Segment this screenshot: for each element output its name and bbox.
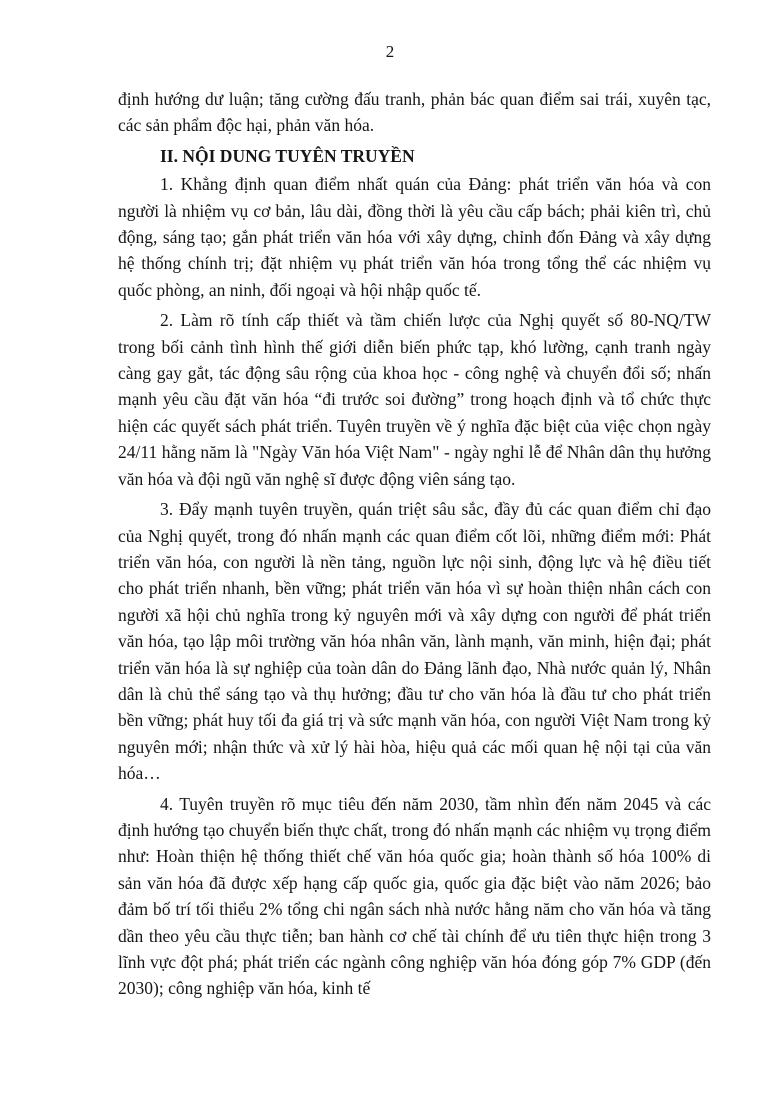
paragraph-3: 3. Đẩy mạnh tuyên truyền, quán triệt sâu sắc, đầy đủ các quan điểm chỉ đạo của Nghị quyết, trong đó nhấn mạnh các quan điểm cốt lõi, những điểm mới: Phát triển văn hóa, con người là nền tảng, nguồn lực nội sinh, động lực và hệ điều tiết cho phát triển nhanh, bền vững; phát triển văn hóa vì sự hoàn thiện nhân cách con người xã hội chủ nghĩa trong kỷ nguyên mới và xây dựng con người để phát triển văn hóa, tạo lập môi trường văn hóa nhân văn, lành mạnh, văn minh, hiện đại; phát triển văn hóa là sự nghiệp của toàn dân do Đảng lãnh đạo, Nhà nước quản lý, Nhân dân là chủ thể sáng tạo và thụ hưởng; đầu tư cho văn hóa là đầu tư cho phát triển bền vững; phát huy tối đa giá trị và sức mạnh văn hóa, con người Việt Nam trong kỷ nguyên mới; nhận thức và xử lý hài hòa, hiệu quả các mối quan hệ nội tại của văn hóa… [118, 499, 711, 784]
intro-continuation-paragraph: định hướng dư luận; tăng cường đấu tranh, phản bác quan điểm sai trái, xuyên tạc, các sản phẩm độc hại, phản văn hóa. [118, 89, 711, 136]
section-heading: II. NỘI DUNG TUYÊN TRUYỀN [160, 145, 415, 166]
paragraph-2: 2. Làm rõ tính cấp thiết và tầm chiến lược của Nghị quyết số 80-NQ/TW trong bối cảnh tình hình thế giới diễn biến phức tạp, khó lường, cạnh tranh ngày càng gay gắt, tác động sâu rộng của khoa học - công nghệ và chuyển đổi số; nhấn mạnh yêu cầu đặt văn hóa “đi trước soi đường” trong hoạch định và tổ chức thực hiện các quyết sách phát triển. Tuyên truyền về ý nghĩa đặc biệt của việc chọn ngày 24/11 hằng năm là "Ngày Văn hóa Việt Nam" - ngày nghỉ lễ để Nhân dân thụ hưởng văn hóa và đội ngũ văn nghệ sĩ được động viên sáng tạo. [118, 310, 711, 489]
paragraph-1: 1. Khẳng định quan điểm nhất quán của Đảng: phát triển văn hóa và con người là nhiệm vụ cơ bản, lâu dài, đồng thời là yêu cầu cấp bách; phải kiên trì, chủ động, sáng tạo; gắn phát triển văn hóa với xây dựng, chỉnh đốn Đảng và xây dựng hệ thống chính trị; đặt nhiệm vụ phát triển văn hóa trong tổng thể các nhiệm vụ quốc phòng, an ninh, đối ngoại và hội nhập quốc tế. [118, 174, 711, 300]
page-number: 2 [385, 42, 395, 61]
paragraph-4: 4. Tuyên truyền rõ mục tiêu đến năm 2030, tầm nhìn đến năm 2045 và các định hướng tạo chuyển biến thực chất, trong đó nhấn mạnh các nhiệm vụ trọng điểm như: Hoàn thiện hệ thống thiết chế văn hóa quốc gia; hoàn thành số hóa 100% di sản văn hóa đã được xếp hạng cấp quốc gia, quốc gia đặc biệt vào năm 2026; bảo đảm bố trí tối thiểu 2% tổng chi ngân sách nhà nước hằng năm cho văn hóa và tăng dần theo yêu cầu thực tiễn; ban hành cơ chế tài chính để ưu tiên thực hiện trong 3 lĩnh vực đột phá; phát triển các ngành công nghiệp văn hóa đóng góp 7% GDP (đến 2030); công nghiệp văn hóa, kinh tế [118, 793, 711, 999]
document-body [118, 86, 711, 1006]
